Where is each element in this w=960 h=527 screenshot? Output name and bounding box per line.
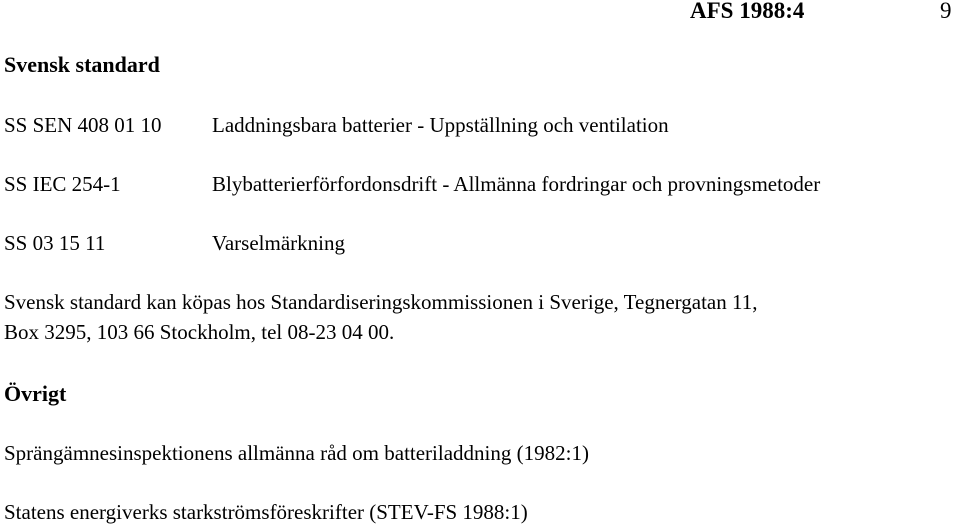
section-heading-ovrigt: Övrigt bbox=[4, 381, 67, 406]
reference-item: Sprängämnesinspektionens allmänna råd om batteriladdning (1982:1) bbox=[4, 441, 589, 465]
document-reference: AFS 1988:4 bbox=[690, 0, 805, 23]
standard-code: SS IEC 254-1 bbox=[4, 172, 121, 196]
page-number: 9 bbox=[940, 0, 952, 23]
purchase-note bbox=[4, 287, 757, 347]
reference-item: Statens energiverks starkströmsföreskrifter (STEV-FS 1988:1) bbox=[4, 500, 528, 524]
standard-title: Laddningsbara batterier - Uppställning och ventilation bbox=[212, 113, 669, 137]
standard-code: SS SEN 408 01 10 bbox=[4, 113, 162, 137]
purchase-note-line: Box 3295, 103 66 Stockholm, tel 08-23 04 00. bbox=[4, 320, 395, 344]
standard-code: SS 03 15 11 bbox=[4, 231, 106, 255]
section-heading-svensk-standard: Svensk standard bbox=[4, 52, 160, 77]
standard-title: Varselmärkning bbox=[212, 231, 345, 255]
purchase-note-line: Svensk standard kan köpas hos Standardiseringskommissionen i Sverige, Tegnergatan 11, bbox=[4, 290, 758, 314]
standard-title: Blybatterierförfordonsdrift - Allmänna fordringar och provningsmetoder bbox=[212, 172, 821, 196]
